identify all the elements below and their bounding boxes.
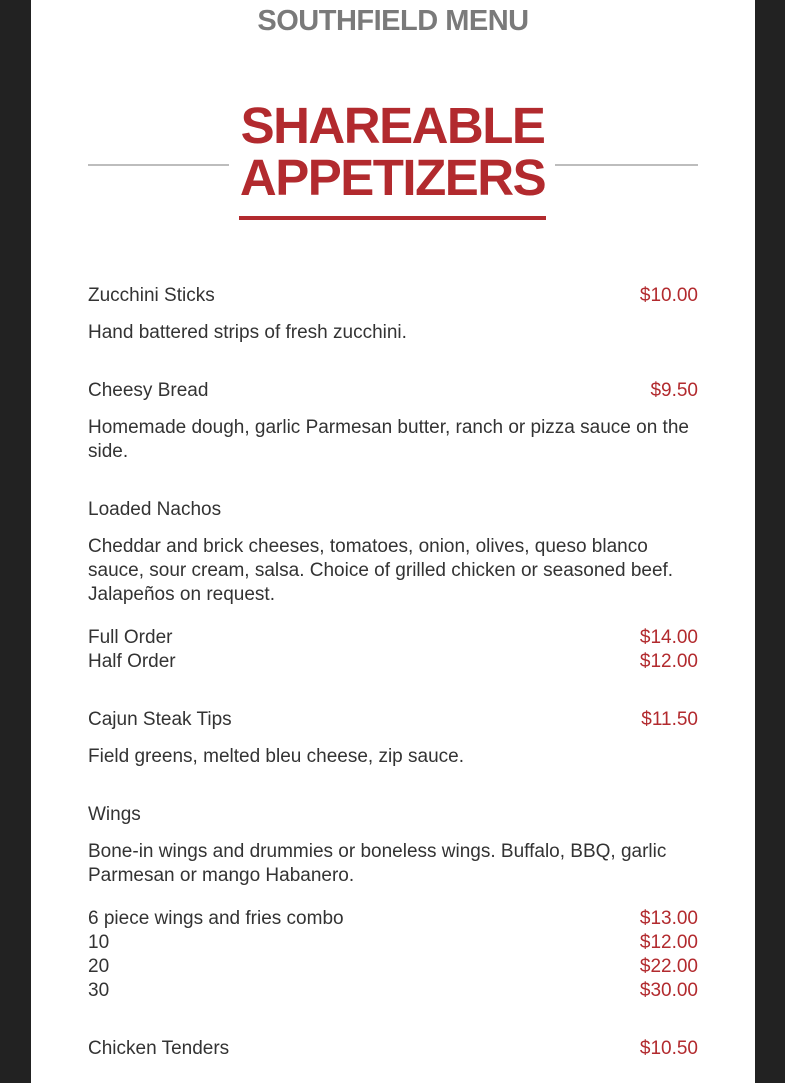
- option-price: $12.00: [639, 651, 698, 672]
- option-row: [88, 955, 698, 979]
- option-row: [88, 650, 698, 674]
- menu-item-loaded-nachos: [88, 498, 698, 674]
- menu-item-cajun-steak-tips: [88, 708, 698, 769]
- option-label: Half Order: [88, 651, 176, 672]
- option-label: 6 piece wings and fries combo: [88, 908, 344, 929]
- item-options: [88, 626, 698, 674]
- item-description: Hand battered strips of fresh zucchini.: [88, 322, 407, 343]
- item-price: $11.50: [641, 709, 698, 730]
- item-options: [88, 907, 698, 1003]
- menu-item-zucchini-sticks: [88, 284, 698, 345]
- option-price: $22.00: [639, 956, 698, 977]
- item-description: Cheddar and brick cheeses, tomatoes, onion, olives, queso blanco sauce, sour cream, salsa. Choice of grilled chicken or seasoned beef. Jalapeños on request.: [88, 536, 674, 605]
- option-price: $30.00: [639, 980, 698, 1001]
- item-price: $10.00: [639, 285, 698, 306]
- menu-item-wings: [88, 803, 698, 1003]
- menu-page: [31, 0, 755, 1083]
- item-name: Cheesy Bread: [88, 380, 209, 401]
- option-price: $13.00: [639, 908, 698, 929]
- option-price: $14.00: [639, 627, 698, 648]
- menu-item-list: [88, 284, 698, 1083]
- item-description: Bone-in wings and drummies or boneless wings. Buffalo, BBQ, garlic Parmesan or mango Habanero.: [88, 841, 667, 886]
- section-divider-left: [88, 164, 229, 166]
- menu-item-chicken-tenders: [88, 1037, 698, 1061]
- option-row: [88, 907, 698, 931]
- item-name: Chicken Tenders: [88, 1038, 230, 1059]
- option-row: [88, 931, 698, 955]
- menu-item-cheesy-bread: [88, 379, 698, 464]
- item-name: Cajun Steak Tips: [88, 709, 232, 730]
- menu-title: SOUTHFIELD MENU: [257, 5, 529, 37]
- item-name: Loaded Nachos: [88, 499, 222, 520]
- option-label: 30: [88, 980, 110, 1001]
- option-label: 10: [88, 932, 110, 953]
- section-heading-line1: SHAREABLE: [240, 97, 545, 154]
- option-label: Full Order: [88, 627, 173, 648]
- option-label: 20: [88, 956, 110, 977]
- item-description: Homemade dough, garlic Parmesan butter, ranch or pizza sauce on the side.: [88, 417, 689, 462]
- item-name: Wings: [88, 804, 141, 825]
- option-price: $12.00: [639, 932, 698, 953]
- item-price: $9.50: [650, 380, 698, 401]
- section-divider-right: [555, 164, 698, 166]
- section-heading: [239, 97, 546, 206]
- option-row: [88, 626, 698, 650]
- item-name: Zucchini Sticks: [88, 285, 215, 306]
- item-price: $10.50: [639, 1038, 698, 1059]
- section-heading-underline: [239, 216, 546, 220]
- option-row: [88, 979, 698, 1003]
- section-heading-line2: APPETIZERS: [239, 149, 546, 206]
- item-description: Field greens, melted bleu cheese, zip sauce.: [88, 746, 464, 767]
